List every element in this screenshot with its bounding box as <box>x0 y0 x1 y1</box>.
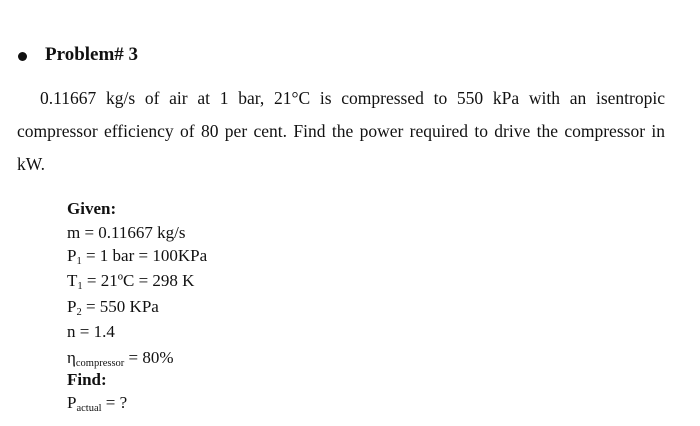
eta-value: = 80% <box>124 347 174 367</box>
eta-subscript: compressor <box>75 357 125 369</box>
find-p-actual <box>67 393 127 413</box>
p2-value: = 550 KPa <box>81 296 159 316</box>
t1-subscript: 1 <box>77 281 83 292</box>
problem-statement: 0.11667 kg/s of air at 1 bar, 21°C is compressed to 550 kPa with an isentropic compressor efficiency of 80 per cent. Find the power required to drive the compressor in kW. <box>17 88 665 174</box>
p-actual-subscript: actual <box>76 403 102 414</box>
t1-value: = 21ºC = 298 K <box>82 271 195 290</box>
given-t1 <box>67 270 207 296</box>
given-list <box>67 222 207 372</box>
given-p2 <box>67 296 207 322</box>
t1-symbol: T <box>67 271 78 290</box>
p2-subscript: 2 <box>76 306 82 318</box>
bullet-icon <box>18 52 27 61</box>
given-p1 <box>67 245 207 271</box>
given-efficiency <box>67 347 207 373</box>
p-actual-symbol: P <box>67 393 77 412</box>
p2-symbol: P <box>67 296 77 316</box>
p-actual-value: = ? <box>101 393 128 412</box>
problem-title: Problem# 3 <box>45 44 139 65</box>
p1-symbol: P <box>67 245 77 265</box>
eta-symbol: η <box>67 347 76 367</box>
p1-value: = 1 bar = 100KPa <box>81 245 208 265</box>
given-mass-flow: m = 0.11667 kg/s <box>67 223 186 242</box>
given-n: n = 1.4 <box>67 322 115 341</box>
given-heading: Given: <box>67 199 117 218</box>
p1-subscript: 1 <box>76 255 82 267</box>
find-heading: Find: <box>67 370 107 389</box>
problem-heading <box>18 44 138 66</box>
